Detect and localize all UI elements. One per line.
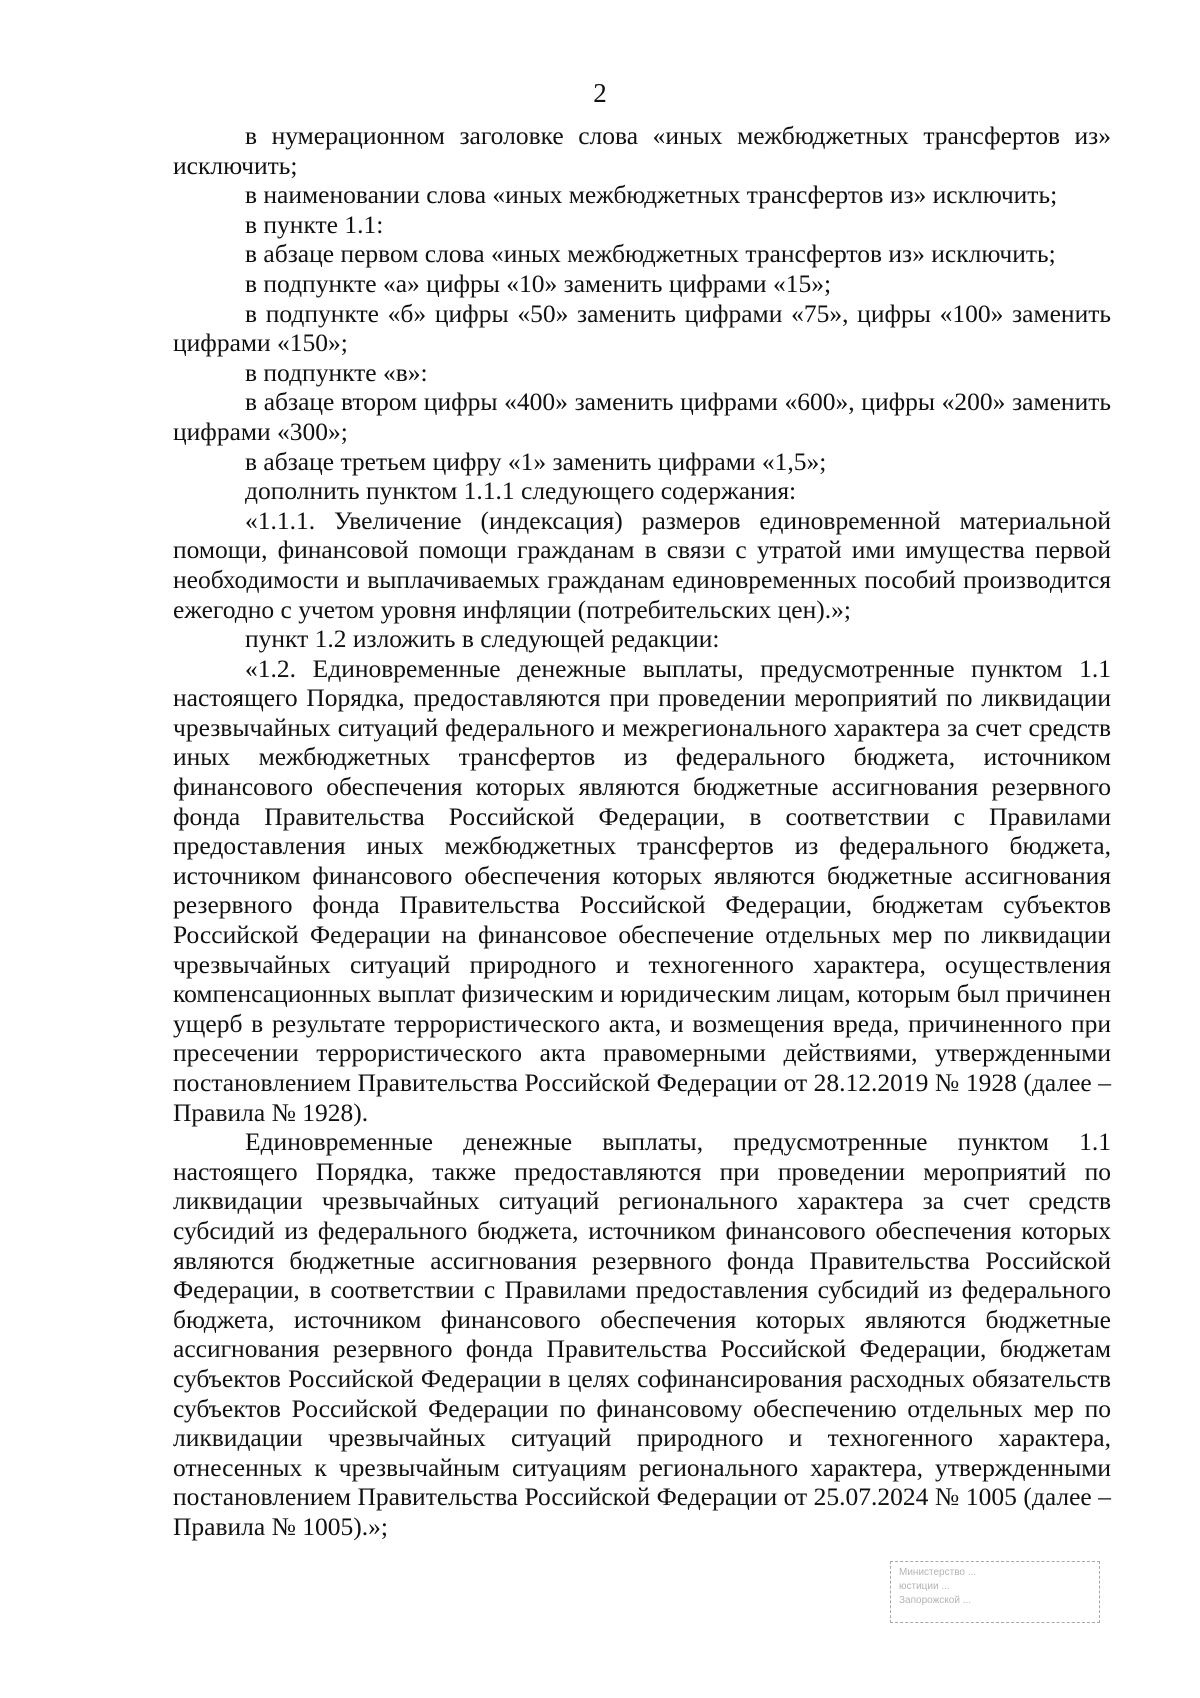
paragraph: в абзаце третьем цифру «1» заменить цифрами «1,5»; bbox=[245, 446, 827, 476]
paragraph: «1.2. Единовременные денежные выплаты, предусмотренные пунктом 1.1 настоящего Порядка, предоставляются при проведении мероприятий по ликвидации чрезвычайных ситуаций федерального и межрегионального характера за счет средств иных межбюджетных трансфертов из федерального бюджета, источником финансового обеспечения которых являются бюджетные ассигнования резервного фонда Правительства Российской Федерации, в соответствии с Правилами предоставления иных межбюджетных трансфертов из федерального бюджета, источником финансового обеспечения которых являются бюджетные ассигнования резервного фонда Правительства Российской Федерации, бюджетам субъектов Российской Федерации на финансовое обеспечение отдельных мер по ликвидации чрезвычайных ситуаций природного и техногенного характера, осуществления компенсационных выплат физическим и юридическим лицам, которым был причинен ущерб в результате террористического акта, и возмещения вреда, причиненного при пресечении террористического акта правомерными действиями, утвержденными постановлением Правительства Российской Федерации от 28.12.2019 № 1928 (далее – Правила № 1928). bbox=[173, 653, 1111, 1127]
paragraph: в абзаце первом слова «иных межбюджетных трансфертов из» исключить; bbox=[245, 239, 1056, 269]
paragraph: «1.1.1. Увеличение (индексация) размеров единовременной материальной помощи, финансовой помощи гражданам в связи с утратой ими имущества первой необходимости и выплачиваемых гражданам единовременных пособий производится ежегодно с учетом уровня инфляции (потребительских цен).»; bbox=[173, 505, 1111, 624]
paragraph: в наименовании слова «иных межбюджетных трансфертов из» исключить; bbox=[245, 180, 1058, 210]
page-number: 2 bbox=[593, 78, 607, 108]
paragraph: в пункте 1.1: bbox=[245, 209, 384, 239]
stamp-line: Министерство ... bbox=[899, 1567, 977, 1578]
paragraph: дополнить пунктом 1.1.1 следующего содержания: bbox=[245, 476, 797, 506]
paragraph: пункт 1.2 изложить в следующей редакции: bbox=[245, 624, 720, 654]
document-body bbox=[173, 121, 1111, 1542]
paragraph: в подпункте «а» цифры «10» заменить цифрами «15»; bbox=[245, 268, 832, 298]
paragraph: в подпункте «в»: bbox=[245, 357, 428, 387]
registration-stamp bbox=[890, 1561, 1100, 1623]
stamp-line: юстиции ... bbox=[899, 1581, 950, 1592]
paragraph: в нумерационном заголовке слова «иных межбюджетных трансфертов из» исключить; bbox=[173, 121, 1111, 180]
paragraph: в абзаце втором цифры «400» заменить цифрами «600», цифры «200» заменить цифрами «300»; bbox=[173, 387, 1111, 446]
paragraph: в подпункте «б» цифры «50» заменить цифрами «75», цифры «100» заменить цифрами «150»; bbox=[173, 298, 1111, 358]
paragraph: Единовременные денежные выплаты, предусмотренные пунктом 1.1 настоящего Порядка, также предоставляются при проведении мероприятий по ликвидации чрезвычайных ситуаций регионального характера за счет средств субсидий из федерального бюджета, источником финансового обеспечения которых являются бюджетные ассигнования резервного фонда Правительства Российской Федерации, в соответствии с Правилами предоставления субсидий из федерального бюджета, источником финансового обеспечения которых являются бюджетные ассигнования резервного фонда Правительства Российской Федерации, бюджетам субъектов Российской Федерации в целях софинансирования расходных обязательств субъектов Российской Федерации по финансовому обеспечению отдельных мер по ликвидации чрезвычайных ситуаций природного и техногенного характера, отнесенных к чрезвычайным ситуациям регионального характера, утвержденными постановлением Правительства Российской Федерации от 25.07.2024 № 1005 (далее – Правила № 1005).»; bbox=[173, 1127, 1111, 1541]
stamp-line: Запорожской ... bbox=[899, 1595, 972, 1606]
